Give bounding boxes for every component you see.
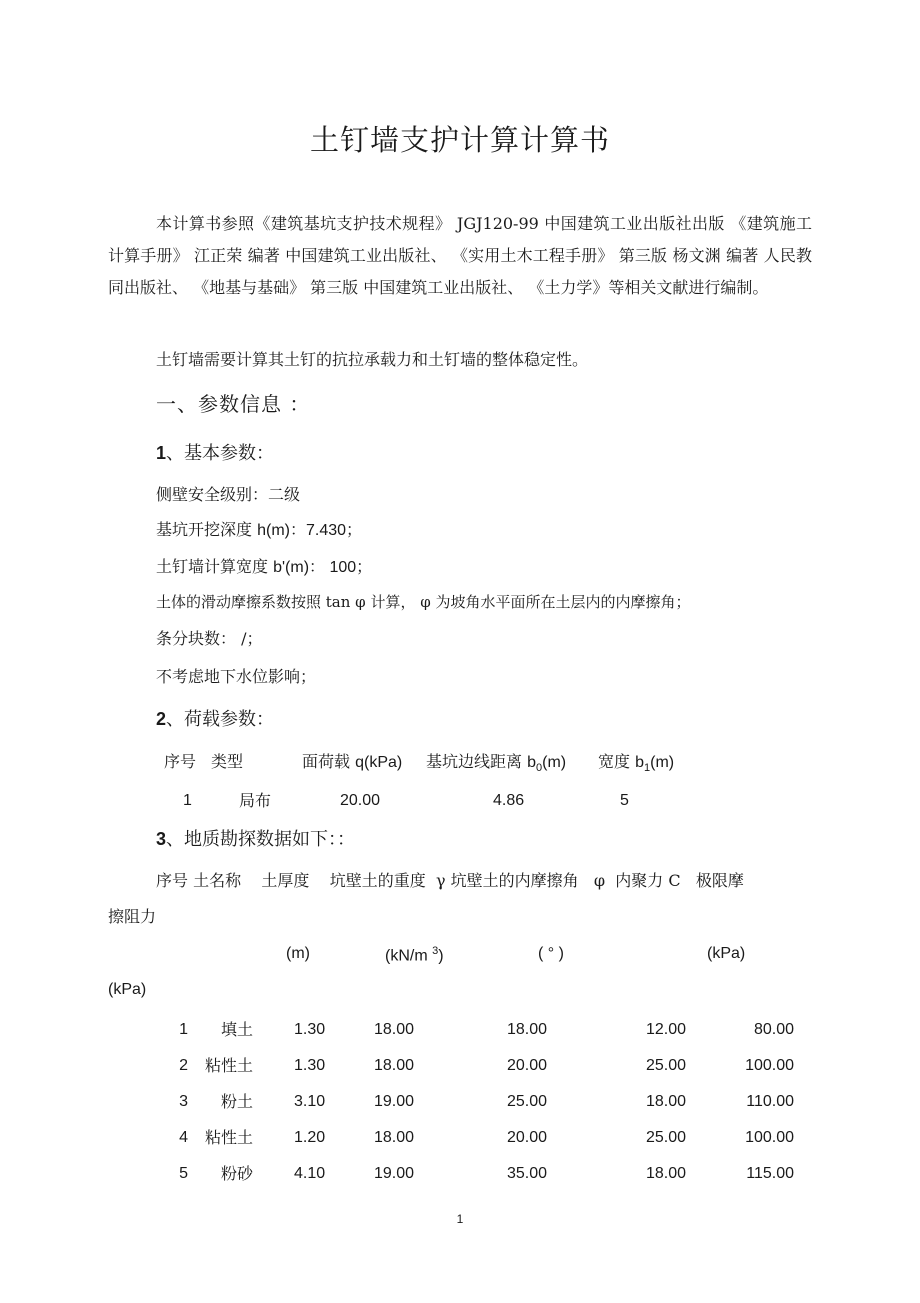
depth-label: 基坑开挖深度 [156,520,258,539]
intro-paragraph: 本计算书参照《建筑基坑支护技术规程》 JGJ120-99 中国建筑工业出版社出版 《建筑施工计算手册》 江正荣 编著 中国建筑工业出版社、 《实用土木工程手册》 第三版 杨文渊 编著 人民教同出版社、 《地基与基础》 第三版 中国建筑工业出版社、 《土力学》等相关文献进行编制。 [108,214,812,297]
soil-unit-weight: (kN/m $^3$) [385,945,444,965]
subheading-number: 3 [156,829,167,849]
strip-count: 条分块数： /； [156,629,263,648]
soil-unit-thickness: (m) [286,945,310,962]
summary-text: 土钉墙需要计算其土钉的抗拉承载力和土钉墙的整体稳定性。 [156,350,589,369]
soil-unit-friction: (kPa) [108,981,147,998]
load-row-width: 5 [620,792,629,809]
load-col-width: 宽度 $b_1(m)$ [598,752,675,775]
subheading-number: 2 [156,709,167,729]
depth-value: h(m)：7.430； [257,522,363,539]
subheading-text: 、荷载参数： [166,709,275,730]
soil-header-line2: 擦阻力 [108,907,157,926]
section-heading-params: 一、参数信息 ： [156,392,311,416]
subheading-load-params [156,707,274,732]
soil-header-line1: 序号 土名称 土厚度 坑壁土的重度 γ 坑壁土的内摩擦角 φ 内聚力 C 极限摩 [156,871,744,890]
subheading-basic-params [156,441,274,466]
width-value: b'(m)： 100； [273,559,373,576]
document-title: 土钉墙支护计算计算书 [309,123,610,157]
calc-width [156,557,372,578]
subheading-text: 、基本参数： [166,443,275,464]
subheading-soil-data [156,827,355,852]
load-col-load: 面荷载 q(kPa) [302,752,403,771]
subheading-text: 、地质勘探数据如下：： [166,829,356,850]
friction-coefficient: 土体的滑动摩擦系数按照 tan φ 计算， φ 为坡角水平面所在土层内的内摩擦角； [156,593,691,611]
load-col-type: 类型 [211,752,244,771]
page-number: 1 [456,1212,464,1226]
load-col-seq: 序号 [164,752,197,771]
load-col-distance: 基坑边线距离 $b_0(m)$ [426,752,567,775]
excavation-depth [156,520,362,541]
soil-unit-angle: ( ° ) [538,945,564,962]
safety-level: 侧壁安全级别：二级 [156,485,301,504]
soil-unit-cohesion: (kPa) [707,945,746,962]
subheading-number: 1 [156,443,167,463]
load-row-distance: 4.86 [493,792,525,809]
groundwater-note: 不考虑地下水位影响； [156,667,317,686]
width-label: 土钉墙计算宽度 [156,557,274,576]
load-row-type: 局布 [239,791,272,810]
load-row-seq: 1 [183,792,192,809]
load-row-load: 20.00 [340,792,381,809]
